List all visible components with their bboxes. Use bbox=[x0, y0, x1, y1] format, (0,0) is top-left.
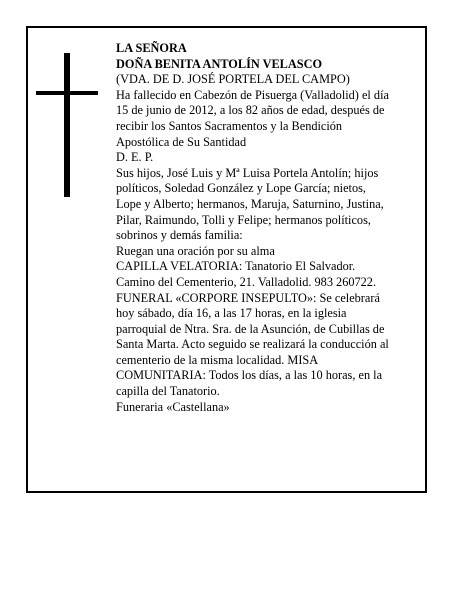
body-line: Ha fallecido en Cabezón de Pisuerga (Valladolid) el día bbox=[116, 87, 389, 102]
body-line: hoy sábado, día 16, a las 17 horas, en la iglesia bbox=[116, 306, 347, 321]
cross-horizontal-bar bbox=[36, 91, 98, 95]
body-line: Pilar, Raimundo, Tolli y Felipe; hermanos políticos, bbox=[116, 212, 371, 227]
cross-vertical-bar bbox=[64, 53, 70, 197]
body-line: políticos, Soledad González y Lope García; nietos, bbox=[116, 181, 366, 196]
body-line: cementerio de la misma localidad. MISA bbox=[116, 352, 319, 367]
body-line: capilla del Tanatorio. bbox=[116, 384, 220, 399]
rip-line: D. E. P. bbox=[116, 150, 154, 165]
body-line: Sus hijos, José Luis y Mª Luisa Portela Antolín; hijos bbox=[116, 165, 379, 180]
prayer-line: Ruegan una oración por su alma bbox=[116, 243, 275, 258]
funeral-home-line: Funeraria «Castellana» bbox=[116, 399, 230, 414]
body-line: Santa Marta. Acto seguido se realizará la conducción al bbox=[116, 337, 389, 352]
widow-of-line: (VDA. DE D. JOSÉ PORTELA DEL CAMPO) bbox=[116, 72, 350, 87]
body-line: Lope y Alberto; hermanos, Maruja, Saturnino, Justina, bbox=[116, 196, 384, 211]
body-line: CAPILLA VELATORIA: Tanatorio El Salvador. bbox=[116, 259, 356, 274]
body-line: sobrinos y demás familia: bbox=[116, 228, 243, 243]
body-line: parroquial de Ntra. Sra. de la Asunción, de Cubillas de bbox=[116, 321, 385, 336]
body-line: recibir los Santos Sacramentos y la Bendición bbox=[116, 118, 343, 133]
notice-title: LA SEÑORA bbox=[116, 41, 187, 55]
body-line: 15 de junio de 2012, a los 82 años de edad, después de bbox=[116, 103, 385, 118]
body-line: FUNERAL «CORPORE INSEPULTO»: Se celebrará bbox=[116, 290, 380, 305]
body-line: Apostólica de Su Santidad bbox=[116, 134, 247, 149]
body-line: Camino del Cementerio, 21. Valladolid. 983 260722. bbox=[116, 274, 377, 289]
body-line: COMUNITARIA: Todos los días, a las 10 horas, en la bbox=[116, 368, 383, 383]
obituary-text bbox=[116, 41, 416, 415]
deceased-name: DOÑA BENITA ANTOLÍN VELASCO bbox=[116, 56, 323, 71]
cross-icon bbox=[36, 53, 98, 197]
